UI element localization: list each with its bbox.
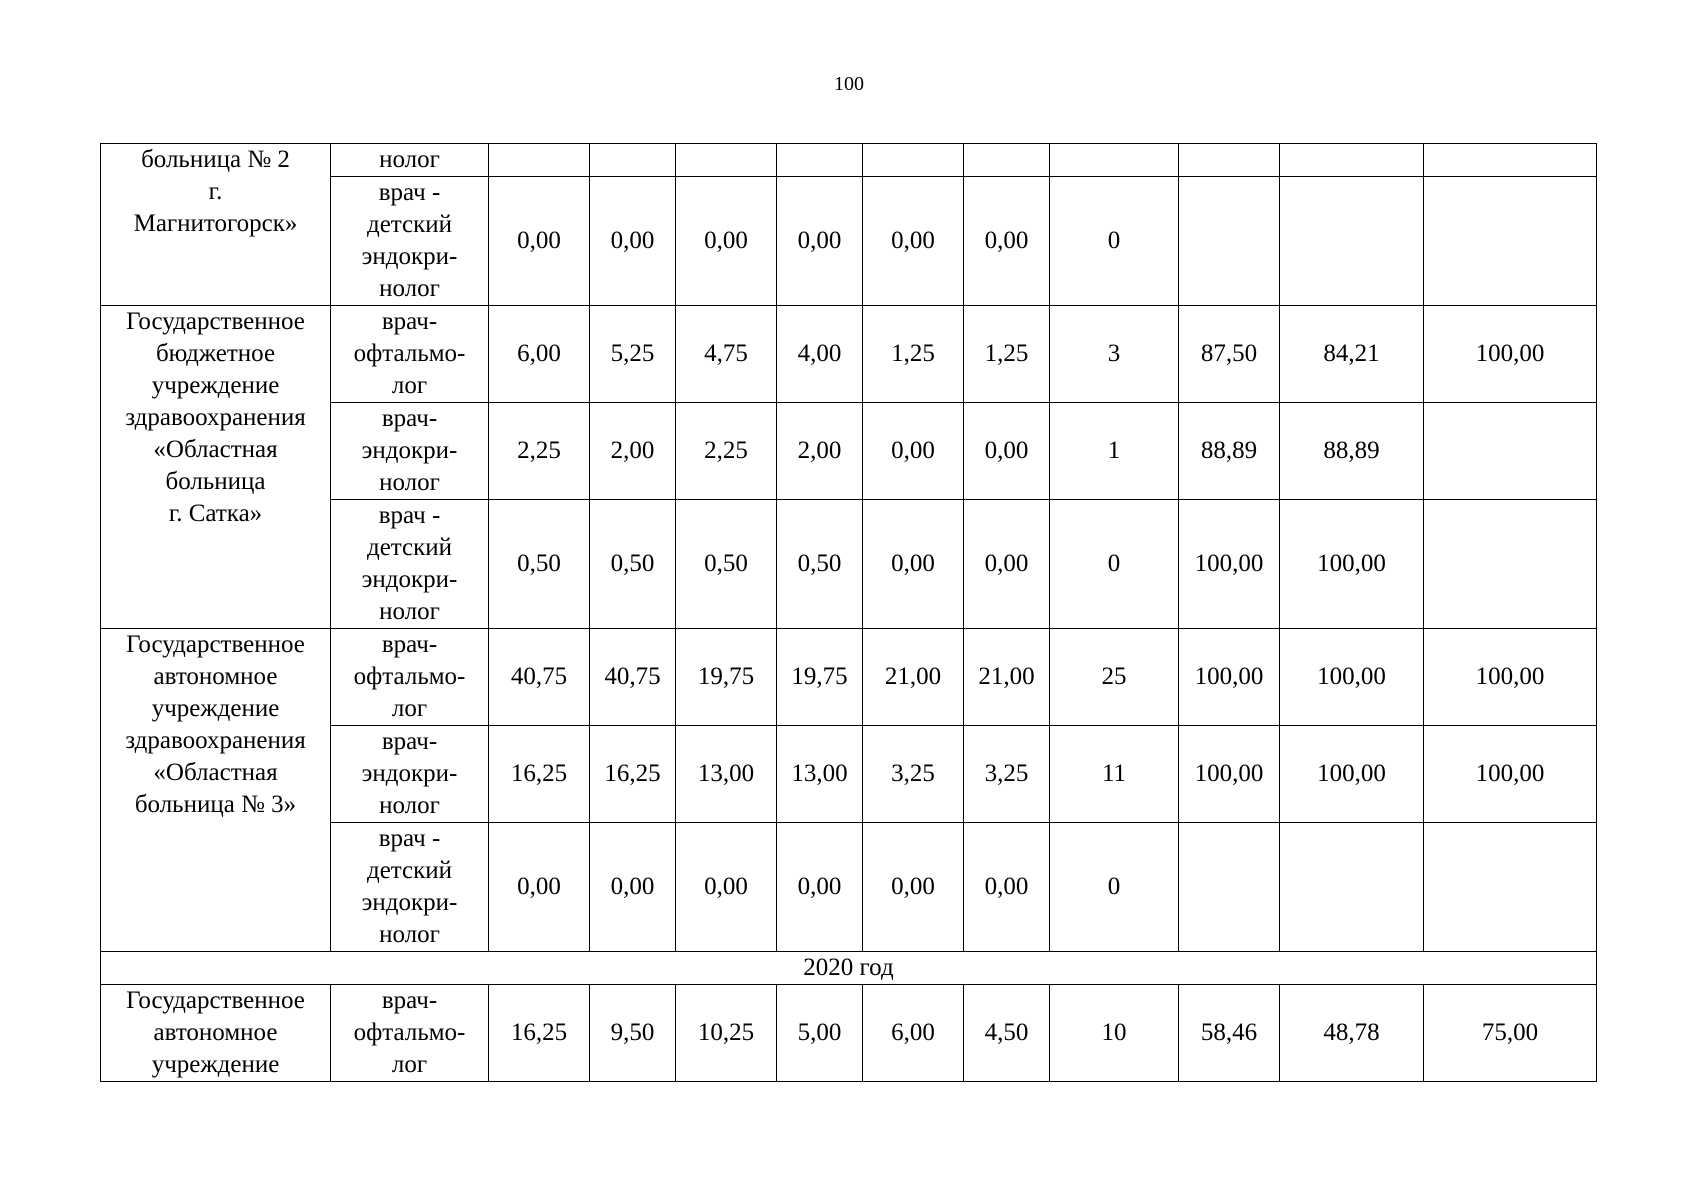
value-cell: 4,75 bbox=[676, 306, 777, 403]
value-cell: 16,25 bbox=[489, 985, 590, 1082]
value-cell: 6,00 bbox=[489, 306, 590, 403]
value-cell: 2,00 bbox=[590, 403, 676, 500]
organization-line: больница bbox=[165, 468, 266, 495]
value-cell bbox=[1424, 823, 1597, 952]
value-cell bbox=[590, 144, 676, 177]
specialty-line: офтальмо- bbox=[353, 340, 466, 367]
specialty-line: лог bbox=[391, 1051, 428, 1078]
specialty-line: эндокри- bbox=[361, 437, 458, 464]
table-row bbox=[101, 629, 1597, 726]
value-cell: 100,00 bbox=[1424, 306, 1597, 403]
organization-line: учреждение bbox=[151, 1051, 280, 1078]
specialty-line: детский bbox=[366, 534, 453, 561]
specialty-line: врач- bbox=[381, 405, 438, 432]
organization-line: Государственное bbox=[126, 308, 305, 335]
value-cell bbox=[489, 144, 590, 177]
value-cell: 100,00 bbox=[1179, 629, 1280, 726]
value-cell: 0,00 bbox=[676, 177, 777, 306]
value-cell bbox=[1280, 177, 1424, 306]
value-cell: 6,00 bbox=[863, 985, 964, 1082]
specialty-line: врач - bbox=[378, 825, 441, 852]
value-cell: 0,00 bbox=[863, 177, 964, 306]
specialty-line: эндокри- bbox=[361, 566, 458, 593]
specialty-line: нолог bbox=[379, 146, 440, 173]
specialty-line: врач- bbox=[381, 728, 438, 755]
value-cell: 100,00 bbox=[1424, 629, 1597, 726]
organization-cell bbox=[101, 144, 331, 306]
value-cell: 4,50 bbox=[964, 985, 1050, 1082]
value-cell bbox=[1424, 144, 1597, 177]
organization-line: больница № 3» bbox=[134, 791, 297, 818]
organization-line: Государственное bbox=[126, 631, 305, 658]
organization-line: «Областная bbox=[153, 436, 278, 463]
specialty-cell bbox=[331, 500, 489, 629]
organization-line: учреждение bbox=[151, 372, 280, 399]
table-row bbox=[101, 306, 1597, 403]
value-cell: 100,00 bbox=[1280, 629, 1424, 726]
value-cell: 48,78 bbox=[1280, 985, 1424, 1082]
value-cell: 2,25 bbox=[489, 403, 590, 500]
specialty-cell bbox=[331, 306, 489, 403]
value-cell bbox=[1179, 823, 1280, 952]
specialty-line: врач- bbox=[381, 987, 438, 1014]
organization-line: г. bbox=[208, 178, 223, 205]
value-cell: 25 bbox=[1050, 629, 1179, 726]
organization-line: больница № 2 bbox=[141, 146, 290, 173]
value-cell: 10 bbox=[1050, 985, 1179, 1082]
value-cell: 1,25 bbox=[964, 306, 1050, 403]
organization-line: автономное bbox=[153, 663, 278, 690]
value-cell: 0,00 bbox=[863, 823, 964, 952]
specialty-line: детский bbox=[366, 211, 453, 238]
value-cell: 100,00 bbox=[1179, 726, 1280, 823]
organization-line: «Областная bbox=[153, 759, 278, 786]
value-cell: 0,00 bbox=[964, 177, 1050, 306]
value-cell bbox=[863, 144, 964, 177]
organization-line: здравоохранения bbox=[125, 727, 306, 754]
section-title: 2020 год bbox=[101, 952, 1597, 985]
value-cell bbox=[676, 144, 777, 177]
specialty-line: эндокри- bbox=[361, 243, 458, 270]
value-cell: 100,00 bbox=[1424, 726, 1597, 823]
value-cell: 3 bbox=[1050, 306, 1179, 403]
value-cell: 0,00 bbox=[676, 823, 777, 952]
specialty-line: врач - bbox=[378, 502, 441, 529]
organization-line: здравоохранения bbox=[125, 404, 306, 431]
organization-line: учреждение bbox=[151, 695, 280, 722]
value-cell: 3,25 bbox=[863, 726, 964, 823]
value-cell: 0,00 bbox=[489, 823, 590, 952]
value-cell: 88,89 bbox=[1280, 403, 1424, 500]
value-cell bbox=[777, 144, 863, 177]
value-cell: 75,00 bbox=[1424, 985, 1597, 1082]
organization-line: Магнитогорск» bbox=[133, 210, 298, 237]
organization-line: бюджетное bbox=[155, 340, 276, 367]
specialty-line: врач - bbox=[378, 179, 441, 206]
table-row bbox=[101, 144, 1597, 177]
value-cell: 21,00 bbox=[964, 629, 1050, 726]
specialty-cell bbox=[331, 144, 489, 177]
organization-line: г. Сатка» bbox=[168, 500, 263, 527]
specialty-line: лог bbox=[391, 695, 428, 722]
value-cell: 0,50 bbox=[777, 500, 863, 629]
value-cell: 100,00 bbox=[1280, 726, 1424, 823]
value-cell: 3,25 bbox=[964, 726, 1050, 823]
value-cell: 21,00 bbox=[863, 629, 964, 726]
specialty-line: нолог bbox=[379, 275, 440, 302]
value-cell: 58,46 bbox=[1179, 985, 1280, 1082]
specialty-line: нолог bbox=[379, 598, 440, 625]
organization-cell bbox=[101, 985, 331, 1082]
specialty-line: детский bbox=[366, 857, 453, 884]
value-cell: 0,00 bbox=[489, 177, 590, 306]
value-cell: 13,00 bbox=[777, 726, 863, 823]
specialty-line: лог bbox=[391, 372, 428, 399]
specialty-line: эндокри- bbox=[361, 760, 458, 787]
value-cell: 0,00 bbox=[777, 823, 863, 952]
value-cell: 0,50 bbox=[489, 500, 590, 629]
value-cell: 5,25 bbox=[590, 306, 676, 403]
value-cell: 0,00 bbox=[777, 177, 863, 306]
value-cell: 19,75 bbox=[676, 629, 777, 726]
value-cell: 4,00 bbox=[777, 306, 863, 403]
specialty-line: эндокри- bbox=[361, 889, 458, 916]
value-cell: 84,21 bbox=[1280, 306, 1424, 403]
specialty-cell bbox=[331, 177, 489, 306]
value-cell bbox=[1179, 144, 1280, 177]
specialty-cell bbox=[331, 823, 489, 952]
value-cell: 0,00 bbox=[964, 403, 1050, 500]
value-cell: 1 bbox=[1050, 403, 1179, 500]
value-cell: 40,75 bbox=[489, 629, 590, 726]
value-cell: 2,00 bbox=[777, 403, 863, 500]
value-cell: 0 bbox=[1050, 823, 1179, 952]
value-cell: 16,25 bbox=[590, 726, 676, 823]
value-cell: 13,00 bbox=[676, 726, 777, 823]
value-cell: 1,25 bbox=[863, 306, 964, 403]
specialty-cell bbox=[331, 726, 489, 823]
value-cell bbox=[964, 144, 1050, 177]
organization-line: Государственное bbox=[126, 987, 305, 1014]
value-cell: 0,00 bbox=[590, 823, 676, 952]
organization-cell bbox=[101, 629, 331, 952]
value-cell: 0 bbox=[1050, 500, 1179, 629]
value-cell: 88,89 bbox=[1179, 403, 1280, 500]
value-cell bbox=[1179, 177, 1280, 306]
value-cell: 5,00 bbox=[777, 985, 863, 1082]
specialty-line: нолог bbox=[379, 469, 440, 496]
specialty-cell bbox=[331, 629, 489, 726]
table-row bbox=[101, 985, 1597, 1082]
value-cell: 0,00 bbox=[863, 403, 964, 500]
value-cell: 0,50 bbox=[590, 500, 676, 629]
specialty-cell bbox=[331, 985, 489, 1082]
value-cell: 19,75 bbox=[777, 629, 863, 726]
organization-line: автономное bbox=[153, 1019, 278, 1046]
staffing-table bbox=[100, 143, 1597, 1082]
value-cell: 10,25 bbox=[676, 985, 777, 1082]
specialty-line: нолог bbox=[379, 921, 440, 948]
page-number: 100 bbox=[834, 73, 864, 95]
specialty-line: офтальмо- bbox=[353, 1019, 466, 1046]
value-cell bbox=[1280, 144, 1424, 177]
value-cell bbox=[1424, 403, 1597, 500]
value-cell: 0,00 bbox=[863, 500, 964, 629]
value-cell: 11 bbox=[1050, 726, 1179, 823]
value-cell: 40,75 bbox=[590, 629, 676, 726]
value-cell: 0,00 bbox=[964, 500, 1050, 629]
value-cell bbox=[1280, 823, 1424, 952]
value-cell: 0,50 bbox=[676, 500, 777, 629]
value-cell bbox=[1050, 144, 1179, 177]
section-row bbox=[101, 952, 1597, 985]
value-cell: 9,50 bbox=[590, 985, 676, 1082]
specialty-line: офтальмо- bbox=[353, 663, 466, 690]
specialty-line: врач- bbox=[381, 631, 438, 658]
value-cell bbox=[1424, 177, 1597, 306]
value-cell: 16,25 bbox=[489, 726, 590, 823]
value-cell: 100,00 bbox=[1179, 500, 1280, 629]
value-cell: 100,00 bbox=[1280, 500, 1424, 629]
value-cell: 2,25 bbox=[676, 403, 777, 500]
organization-cell bbox=[101, 306, 331, 629]
specialty-line: врач- bbox=[381, 308, 438, 335]
value-cell: 87,50 bbox=[1179, 306, 1280, 403]
value-cell: 0,00 bbox=[590, 177, 676, 306]
value-cell: 0,00 bbox=[964, 823, 1050, 952]
value-cell: 0 bbox=[1050, 177, 1179, 306]
value-cell bbox=[1424, 500, 1597, 629]
specialty-cell bbox=[331, 403, 489, 500]
specialty-line: нолог bbox=[379, 792, 440, 819]
